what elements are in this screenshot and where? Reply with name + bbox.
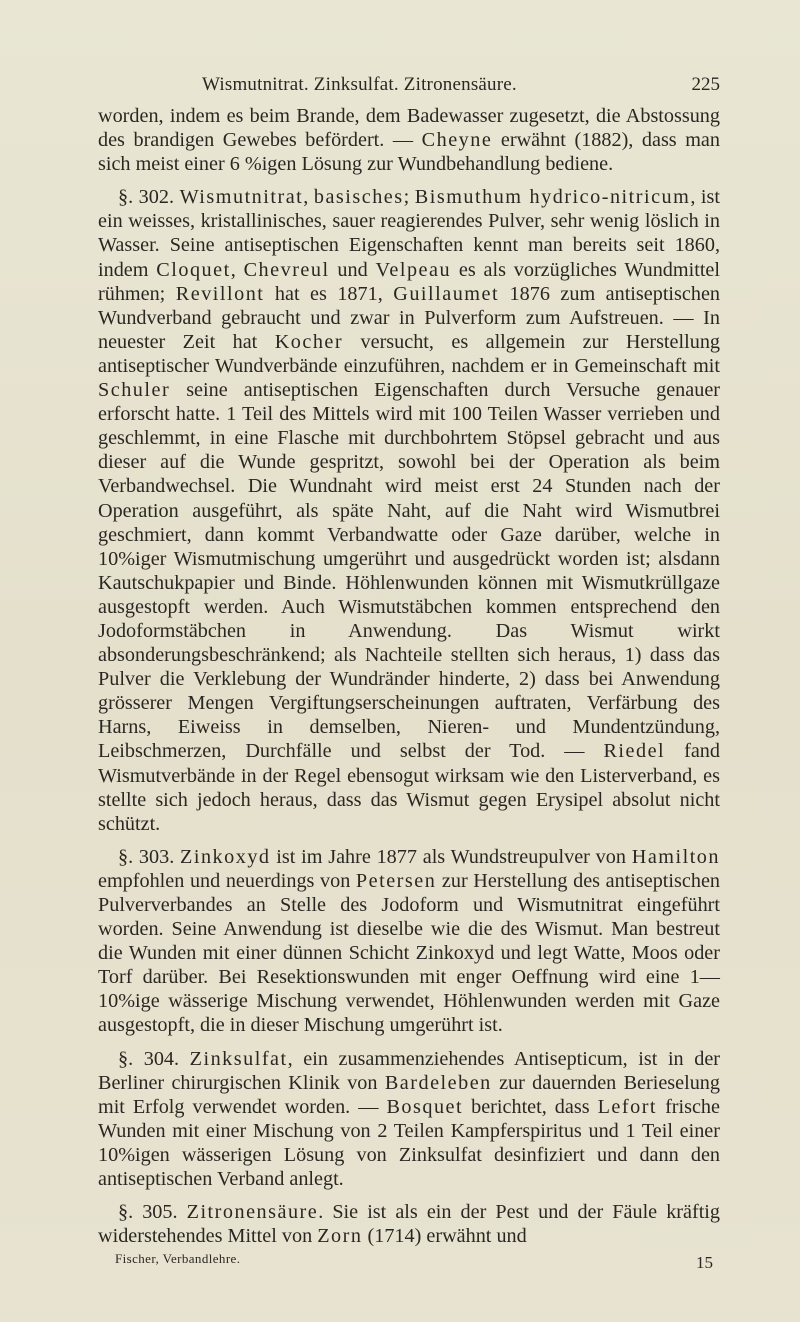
emphasized-term: Zinksulfat bbox=[189, 1047, 288, 1070]
text-run: fand Wismutverbände in der Regel ebensogut wirksam wie den Listerverband, es stellte sich jedoch heraus, dass das Wismut gegen Erysipel absolut nicht schützt. bbox=[98, 740, 720, 835]
emphasized-term: Zinkoxyd bbox=[180, 845, 271, 868]
text-run: es als vorzügliches Wundmittel rühmen; bbox=[98, 258, 720, 305]
text-run: berichtet, dass bbox=[463, 1095, 598, 1118]
text-run: versucht, es allgemein zur Herstellung antiseptischer Wundverbände einzuführen, nachdem er in Gemeinschaft mit bbox=[98, 330, 721, 377]
page-footer bbox=[115, 1251, 719, 1273]
text-run: , ist ein weisses, kristallinisches, sauer reagierendes Pulver, sehr wenig löslich in Wasser. Seine antiseptischen Eigenschaften kennt man bereits seit 1860, indem bbox=[98, 186, 721, 281]
paragraph-section bbox=[98, 845, 720, 1038]
emphasized-term: basisches bbox=[313, 186, 404, 209]
text-run: (1714) erwähnt und bbox=[362, 1225, 527, 1248]
emphasized-term: Bardeleben bbox=[384, 1071, 492, 1094]
emphasized-term: Kocher bbox=[274, 330, 344, 353]
emphasized-term: Bosquet bbox=[386, 1095, 464, 1118]
emphasized-term: Zorn bbox=[317, 1225, 363, 1248]
text-run: §. 304. bbox=[118, 1047, 190, 1070]
paragraph-section bbox=[98, 1047, 720, 1192]
emphasized-term: Cheyne bbox=[421, 129, 493, 152]
emphasized-term: Chevreul bbox=[243, 258, 330, 281]
text-run: frische Wunden mit einer Mischung von 2 Teilen Kampferspiritus und 1 Teil einer 10%igen wässerigen Lösung von Zinksulfat desinfiziert und dann den antiseptischen Verband anlegt. bbox=[98, 1095, 720, 1191]
text-run: §. 305. bbox=[118, 1201, 187, 1224]
text-run: . Sie ist als ein der Pest und der Fäule kräftig widerstehendes Mittel von bbox=[98, 1201, 721, 1248]
emphasized-term: Revillont bbox=[175, 282, 265, 305]
text-run: ; bbox=[403, 186, 415, 209]
text-run: hat es 1871, bbox=[264, 282, 394, 305]
text-run: , bbox=[303, 186, 314, 209]
text-run: §. 302. bbox=[118, 186, 180, 209]
text-run: ist im Jahre 1877 als Wundstreupulver von bbox=[270, 845, 632, 868]
paragraph-section bbox=[98, 1200, 720, 1248]
emphasized-term: Schuler bbox=[98, 379, 171, 402]
emphasized-term: Velpeau bbox=[375, 258, 452, 281]
paragraph-continuation bbox=[98, 104, 720, 176]
emphasized-term: Hamilton bbox=[631, 845, 720, 868]
running-title: Wismutnitrat. Zinksulfat. Zitronensäure. bbox=[202, 74, 517, 95]
emphasized-term: Bismuthum hydrico-nitricum bbox=[414, 186, 691, 209]
emphasized-term: Riedel bbox=[603, 740, 666, 763]
running-head bbox=[100, 74, 720, 98]
emphasized-term: Cloquet bbox=[156, 258, 231, 281]
text-run: , bbox=[230, 258, 244, 281]
text-run: zur Herstellung des antiseptischen Pulververbandes an Stelle des Jodoform und Wismutnitrat eingeführt worden. Seine Anwendung ist dieselbe wie die des Wismut. Man bestreut die Wunden mit einer dünnen Schicht Zinkoxyd und legt Watte, Moos oder Torf darüber. Bei Resektionswunden mit enger Oeffnung wird eine 1—10%ige wässerige Mischung verwendet, Höhlenwunden werden mit Gaze ausgestopft, die in dieser Mischung umgerührt ist. bbox=[98, 869, 720, 1037]
body-text bbox=[98, 104, 720, 1248]
text-run: , ein zusammenziehendes Antisepticum, ist in der Berliner chirurgischen Klinik von bbox=[98, 1047, 721, 1094]
text-run: empfohlen und neuerdings von bbox=[98, 869, 356, 892]
text-run: und bbox=[329, 258, 376, 281]
text-run: zur dauernden Berieselung mit Erfolg verwendet worden. — bbox=[98, 1071, 720, 1118]
emphasized-term: Guillaumet bbox=[393, 282, 500, 305]
page-number: 225 bbox=[691, 74, 720, 95]
emphasized-term: Wismutnitrat bbox=[179, 186, 304, 209]
sheet-signature: 15 bbox=[696, 1253, 713, 1272]
text-run: 1876 zum antiseptischen Wundverband gebraucht und zwar in Pulverform zum Aufstreuen. — In neuester Zeit hat bbox=[98, 282, 721, 353]
emphasized-term: Zitronensäure bbox=[186, 1201, 319, 1224]
text-run: worden, indem es beim Brande, dem Badewasser zugesetzt, die Abstossung des brandigen Gewebes befördert. — bbox=[98, 105, 720, 152]
text-run: erwähnt (1882), dass man sich meist einer 6 %igen Lösung zur Wundbehandlung bediene. bbox=[98, 129, 720, 176]
emphasized-term: Lefort bbox=[597, 1095, 658, 1118]
footer-author-line: Fischer, Verbandlehre. bbox=[115, 1251, 241, 1266]
emphasized-term: Petersen bbox=[355, 869, 437, 892]
text-run: seine antiseptischen Eigenschaften durch Versuche genauer erforscht hatte. 1 Teil des Mittels wird mit 100 Teilen Wasser verrieben und geschlemmt, in eine Flasche mit durchbohrtem Stöpsel gebracht und aus dieser auf die Wunde gespritzt, sowohl bei der Operation als beim Verbandwechsel. Die Wundnaht wird meist erst 24 Stunden nach der Operation ausgeführt, als späte Naht, auf die Naht wird Wismutbrei geschmiert, dann kommt Verbandwatte oder Gaze darüber, welche in 10%iger Wismutmischung umgerührt und ausgedrückt worden ist; alsdann Kautschukpapier und Binde. Höhlenwunden können mit Wismutkrüllgaze ausgestopft werden. Auch Wismutstäbchen kommen entsprechend den Jodoformstäbchen in Anwendung. Das Wismut wirkt absonderungsbeschränkend; als Nachteile stellten sich heraus, 1) dass das Pulver die Verklebung der Wundränder hinderte, 2) dass bei Anwendung grösserer Mengen Vergiftungserscheinungen auftraten, Verfärbung des Harns, Eiweiss in demselben, Nieren- und Mundentzündung, Leibschmerzen, Durchfälle und selbst der Tod. — bbox=[98, 379, 720, 763]
text-run: §. 303. bbox=[118, 845, 181, 868]
paragraph-section bbox=[98, 185, 720, 836]
